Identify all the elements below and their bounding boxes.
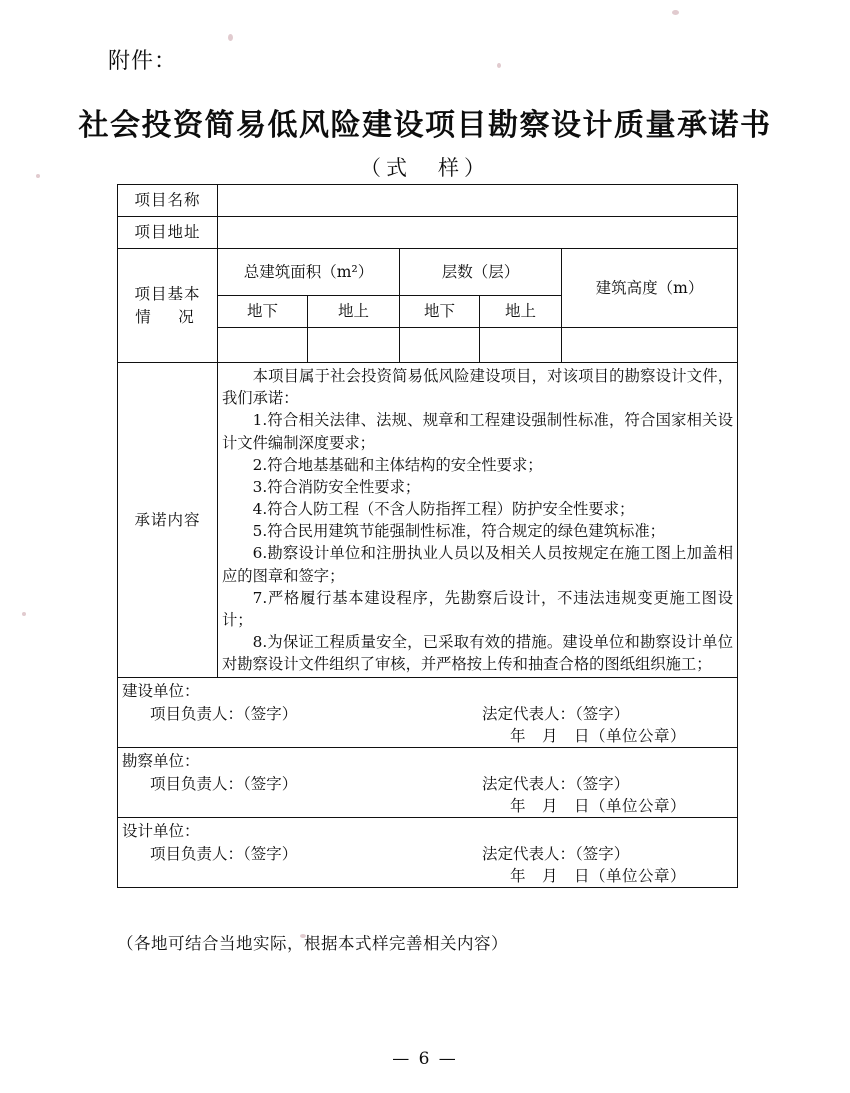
- total-area-header: 总建筑面积（m²）: [218, 249, 400, 296]
- area-underground-value[interactable]: [218, 328, 308, 363]
- project-leader-label: 项目负责人：（签字）: [150, 844, 298, 863]
- commitment-content: [218, 363, 738, 678]
- commitment-label: 承诺内容: [118, 363, 218, 678]
- table-row: [118, 818, 738, 888]
- unit-title: 设计单位：: [122, 822, 200, 841]
- commitment-form-table: [117, 184, 738, 888]
- table-row: [118, 185, 738, 217]
- signature-block-construction: [118, 678, 738, 748]
- commitment-paragraph: 7.严格履行基本建设程序，先勘察后设计，不违法违规变更施工图设计；: [222, 588, 734, 629]
- area-aboveground-label: 地上: [308, 296, 400, 328]
- commitment-paragraph: 5.符合民用建筑节能强制性标准，符合规定的绿色建筑标准；: [252, 522, 665, 541]
- project-address-label: 项目地址: [118, 217, 218, 249]
- signature-block-survey: [118, 748, 738, 818]
- project-leader-label: 项目负责人：（签字）: [150, 704, 298, 723]
- floors-underground-value[interactable]: [400, 328, 480, 363]
- table-row: [118, 678, 738, 748]
- legal-rep-label: 法定代表人：（签字）: [482, 844, 630, 863]
- legal-rep-label: 法定代表人：（签字）: [482, 774, 630, 793]
- unit-title: 勘察单位：: [122, 752, 200, 771]
- signature-block-design: [118, 818, 738, 888]
- commitment-paragraph: 6.勘察设计单位和注册执业人员以及相关人员按规定在施工图上加盖相应的图章和签字；: [222, 544, 734, 585]
- paper-speck: [22, 612, 26, 616]
- commitment-paragraph: 8.为保证工程质量安全，已采取有效的措施。建设单位和勘察设计单位对勘察设计文件组织了审核，并严格按上传和抽查合格的图纸组织施工；: [222, 633, 734, 674]
- legal-rep-label: 法定代表人：（签字）: [482, 704, 630, 723]
- commitment-paragraph: 1.符合相关法律、法规、规章和工程建设强制性标准，符合国家相关设计文件编制深度要求；: [222, 411, 734, 452]
- date-seal-label: 年 月 日（单位公章）: [510, 727, 687, 746]
- date-seal-label: 年 月 日（单位公章）: [510, 867, 687, 886]
- table-row: [118, 249, 738, 296]
- floors-underground-label: 地下: [400, 296, 480, 328]
- floors-header: 层数（层）: [400, 249, 562, 296]
- unit-title: 建设单位：: [122, 682, 200, 701]
- unit-person-line: [122, 773, 733, 795]
- footnote: （各地可结合当地实际，根据本式样完善相关内容）: [117, 934, 508, 953]
- basic-info-label: [118, 249, 218, 363]
- unit-person-line: [122, 843, 733, 865]
- table-row: [118, 217, 738, 249]
- floors-aboveground-value[interactable]: [480, 328, 562, 363]
- basic-info-label-line2: 情 况: [135, 307, 200, 326]
- commitment-paragraph: 3.符合消防安全性要求；: [252, 477, 421, 496]
- project-name-value[interactable]: [218, 185, 738, 217]
- project-leader-label: 项目负责人：（签字）: [150, 774, 298, 793]
- paper-speck: [497, 63, 501, 68]
- table-row: [118, 748, 738, 818]
- page-number: — 6 —: [392, 1049, 458, 1069]
- table-row: [118, 363, 738, 678]
- commitment-paragraph: 本项目属于社会投资简易低风险建设项目，对该项目的勘察设计文件，我们承诺：: [222, 367, 734, 408]
- commitment-paragraph: 4.符合人防工程（不含人防指挥工程）防护安全性要求；: [252, 500, 635, 519]
- height-value[interactable]: [562, 328, 738, 363]
- basic-info-label-line1: 项目基本: [134, 285, 201, 304]
- height-header: 建筑高度（m）: [562, 249, 738, 328]
- project-name-label: 项目名称: [118, 185, 218, 217]
- unit-seal-line: [122, 865, 733, 885]
- project-address-value[interactable]: [218, 217, 738, 249]
- page-subtitle: （式 样）: [360, 156, 490, 180]
- date-seal-label: 年 月 日（单位公章）: [510, 797, 687, 816]
- unit-seal-line: [122, 725, 733, 745]
- commitment-paragraph: 2.符合地基基础和主体结构的安全性要求；: [252, 455, 543, 474]
- floors-aboveground-label: 地上: [480, 296, 562, 328]
- page-title: 社会投资简易低风险建设项目勘察设计质量承诺书: [78, 108, 772, 143]
- paper-speck: [228, 34, 233, 41]
- paper-speck: [672, 10, 679, 15]
- unit-seal-line: [122, 795, 733, 815]
- area-aboveground-value[interactable]: [308, 328, 400, 363]
- area-underground-label: 地下: [218, 296, 308, 328]
- unit-person-line: [122, 703, 733, 725]
- attachment-label: 附件：: [108, 49, 178, 74]
